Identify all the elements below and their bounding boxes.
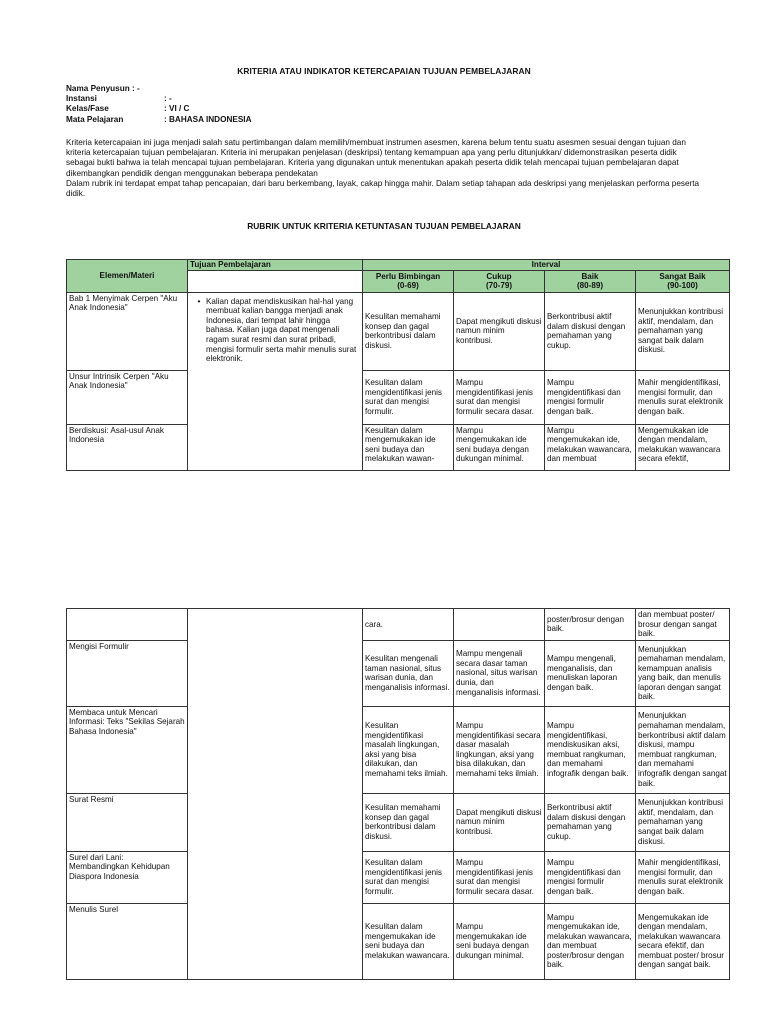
elemen-cell: Unsur Intrinsik Cerpen "Aku Anak Indonesia" <box>67 370 188 424</box>
rubric-cell: poster/brosur dengan baik. <box>545 609 636 641</box>
rubric-cell: cara. <box>363 609 454 641</box>
header-elemen: Elemen/Materi <box>67 260 188 293</box>
meta-label: Nama Penyusun : - <box>66 84 140 93</box>
elemen-cell: Mengisi Formulir <box>67 640 188 706</box>
meta-label: Mata Pelajaran <box>66 114 124 124</box>
meta-row-kelas <box>66 104 706 114</box>
document-title: KRITERIA ATAU INDIKATOR KETERCAPAIAN TUJUAN PEMBELAJARAN <box>237 66 531 76</box>
rubric-cell: Kesulitan dalam mengidentifikasi jenis surat dan mengisi formulir. <box>363 370 454 424</box>
header-level <box>636 270 730 292</box>
rubric-table-part2 <box>66 608 730 980</box>
table-row <box>67 292 730 370</box>
rubric-cell: Kesulitan mengidentifikasi masalah lingkungan, aksi yang bisa dilakukan, dan memahami teks ilmiah. <box>363 706 454 793</box>
rubric-cell: Mahir mengidentifikasi, mengisi formulir, dan menulis surat elektronik dengan baik. <box>636 851 730 903</box>
elemen-cell: Menulis Surel <box>67 903 188 979</box>
rubric-cell: Kesulitan dalam mengemukakan ide seni budaya dan melakukan wawan- <box>363 424 454 470</box>
level-range: (70-79) <box>485 281 513 291</box>
document-meta <box>66 84 706 125</box>
level-name: Cukup <box>486 271 512 281</box>
bullet-icon: • <box>197 296 201 306</box>
rubric-cell: Mengemukakan ide dengan mendalam, melakukan wawancara secara efektif, dan membuat poster/ brosur dengan sangat baik. <box>636 903 730 979</box>
rubric-cell: Kesulitan memahami konsep dan gagal berkontribusi dalam diskusi. <box>363 292 454 370</box>
rubric-cell: Mampu mengidentifikasi jenis surat dan mengisi formulir secara dasar. <box>454 370 545 424</box>
elemen-cell: Berdiskusi: Asal-usul Anak Indonesia <box>67 424 188 470</box>
meta-row-instansi <box>66 94 706 104</box>
rubric-cell: Mampu mengemukakan ide seni budaya dengan dukungan minimal. <box>454 903 545 979</box>
elemen-cell: Bab 1 Menyimak Cerpen "Aku Anak Indonesia" <box>67 292 188 370</box>
rubric-cell: Menunjukkan kontribusi aktif, mendalam, dan pemahaman yang sangat baik dalam diskusi. <box>636 793 730 851</box>
rubric-cell: Mampu mengidentifikasi secara dasar masalah lingkungan, aksi yang bisa dilakukan, dan memahami teks ilmiah. <box>454 706 545 793</box>
meta-row-mapel <box>66 115 706 125</box>
table-row <box>67 370 730 424</box>
header-tujuan-blank <box>188 270 363 292</box>
level-name: Sangat Baik <box>659 271 706 281</box>
level-range: (80-89) <box>576 281 604 291</box>
table-row <box>67 706 730 793</box>
rubric-cell: Menunjukkan pemahaman mendalam, kemampuan analisis yang baik, dan menulis laporan dengan sangat baik. <box>636 640 730 706</box>
rubric-cell: Mampu mengenali, menganalisis, dan menuliskan laporan dengan baik. <box>545 640 636 706</box>
meta-row-penyusun <box>66 84 706 94</box>
header-interval: Interval <box>363 260 730 271</box>
intro-paragraph: Dalam rubrik ini terdapat empat tahap pencapaian, dari baru berkembang, layak, cakap hingga mahir. Dalam setiap tahapan ada deskripsi yang menjelaskan performa peserta didik. <box>66 178 700 199</box>
meta-label: Kelas/Fase <box>66 104 109 114</box>
intro-text <box>66 138 706 199</box>
rubric-cell: Mampu mengemukakan ide, melakukan wawancara, dan membuat <box>545 424 636 470</box>
rubric-cell: Kesulitan mengenali taman nasional, situs warisan dunia, dan menganalisis informasi. <box>363 640 454 706</box>
rubric-cell: Kesulitan memahami konsep dan gagal berkontribusi dalam diskusi. <box>363 793 454 851</box>
rubric-cell: Dapat mengikuti diskusi namun minim kontribusi. <box>454 793 545 851</box>
rubric-cell: Mampu mengemukakan ide, melakukan wawancara, dan membuat poster/brosur dengan baik. <box>545 903 636 979</box>
rubric-cell: Kesulitan dalam mengidentifikasi jenis surat dan mengisi formulir. <box>363 851 454 903</box>
rubric-cell: Mampu mengidentifikasi, mendiskusikan aksi, membuat rangkuman, dan memahami infografik dengan baik. <box>545 706 636 793</box>
rubric-cell: Berkontribusi aktif dalam diskusi dengan pemahaman yang cukup. <box>545 793 636 851</box>
rubric-cell: Kesulitan dalam mengemukakan ide seni budaya dan melakukan wawancara. <box>363 903 454 979</box>
meta-label: Instansi <box>66 94 97 104</box>
table-row <box>67 851 730 903</box>
table-row <box>67 793 730 851</box>
rubric-cell: Mampu mengidentifikasi dan mengisi formulir dengan baik. <box>545 370 636 424</box>
tujuan-cell <box>188 609 363 980</box>
rubric-cell: Menunjukkan kontribusi aktif, mendalam, dan pemahaman yang sangat baik dalam diskusi. <box>636 292 730 370</box>
elemen-cell: Membaca untuk Mencari Informasi: Teks "Sekilas Sejarah Bahasa Indonesia" <box>67 706 188 793</box>
rubric-cell: Mampu mengenali secara dasar taman nasional, situs warisan dunia, dan menganalisis informasi. <box>454 640 545 706</box>
tujuan-cell <box>188 292 363 470</box>
meta-value: : - <box>164 94 172 104</box>
intro-paragraph: Kriteria ketercapaian ini juga menjadi salah satu pertimbangan dalam memilih/membuat instrumen asesmen, karena belum tentu suatu asesmen sesuai dengan tujuan dan kriteria ketercapaian tujuan pembelajaran. Kriteria ini merupakan penjelasan (deskripsi) tentang kemampuan apa yang perlu ditunjukkan/ didemonstrasikan peserta didik sebagai bukti bahwa ia telah mencapai tujuan pembelajaran. Kriteria yang digunakan untuk menentukan apakah peserta didik telah mencapai tujuan pembelajaran dapat dikembangkan pendidik dengan menggunakan beberapa pendekatan <box>66 138 686 178</box>
tujuan-text: Kalian dapat mendiskusikan hal-hal yang membuat kalian bangga menjadi anak Indonesia, dari tempat lahir hingga bahasa. Kalian juga dapat mengenali ragam surat resmi dan surat pribadi, mengisi formulir serta mahir menulis surat elektronik. <box>206 296 357 364</box>
elemen-cell <box>67 609 188 641</box>
rubric-cell: Menunjukkan pemahaman mendalam, berkontribusi aktif dalam diskusi, mampu membuat rangkuman, dan memahami infografik dengan sangat baik. <box>636 706 730 793</box>
level-name: Baik <box>581 271 599 281</box>
rubric-cell <box>454 609 545 641</box>
rubric-cell: Berkontribusi aktif dalam diskusi dengan pemahaman yang cukup. <box>545 292 636 370</box>
header-level <box>363 270 454 292</box>
level-range: (0-69) <box>397 281 419 291</box>
meta-value: : VI / C <box>164 104 190 114</box>
level-name: Perlu Bimbingan <box>375 271 441 281</box>
header-level <box>545 270 636 292</box>
rubric-cell: Dapat mengikuti diskusi namun minim kontribusi. <box>454 292 545 370</box>
table-row <box>67 903 730 979</box>
rubric-cell: Mampu mengidentifikasi dan mengisi formulir dengan baik. <box>545 851 636 903</box>
table-row <box>67 609 730 641</box>
table-row <box>67 424 730 470</box>
table-row <box>67 640 730 706</box>
meta-value: : BAHASA INDONESIA <box>164 114 252 124</box>
rubric-cell: Mampu mengemukakan ide seni budaya dengan dukungan minimal. <box>454 424 545 470</box>
header-level <box>454 270 545 292</box>
elemen-cell: Surat Resmi <box>67 793 188 851</box>
rubric-cell: Mahir mengidentifikasi, mengisi formulir, dan menulis surat elektronik dengan baik. <box>636 370 730 424</box>
rubric-cell: Mampu mengidentifikasi jenis surat dan mengisi formulir secara dasar. <box>454 851 545 903</box>
rubric-table-part1 <box>66 259 730 471</box>
elemen-cell: Surel dari Lani: Membandingkan Kehidupan Diaspora Indonesia <box>67 851 188 903</box>
level-range: (90-100) <box>667 281 698 291</box>
rubric-cell: dan membuat poster/ brosur dengan sangat baik. <box>636 609 730 641</box>
rubric-cell: Mengemukakan ide dengan mendalam, melakukan wawancara secara efektif, <box>636 424 730 470</box>
rubric-title: RUBRIK UNTUK KRITERIA KETUNTASAN TUJUAN PEMBELAJARAN <box>247 221 521 231</box>
header-tujuan: Tujuan Pembelajaran <box>188 260 363 271</box>
